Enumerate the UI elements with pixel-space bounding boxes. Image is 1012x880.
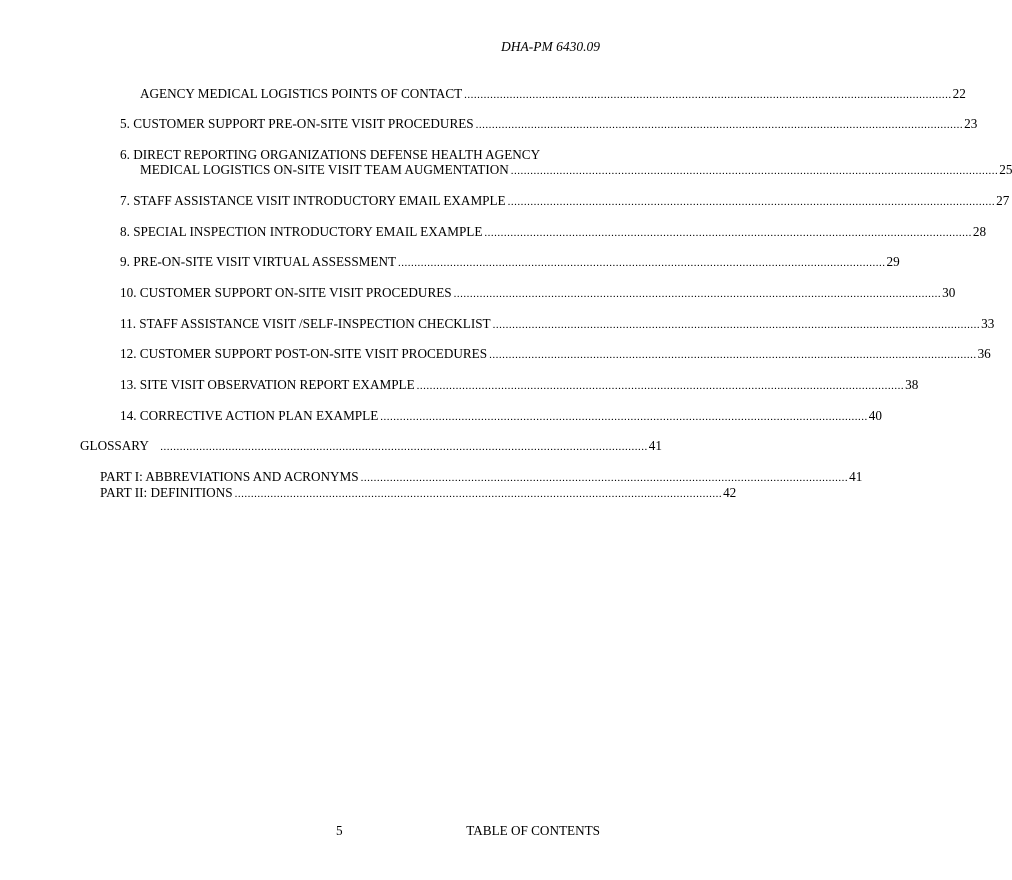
dot-leader: ...................................................................................................................................................... [360, 472, 849, 484]
footer-section-title: TABLE OF CONTENTS [466, 823, 600, 838]
toc-entry-line2 [140, 162, 1012, 179]
toc-entry-title: AGENCY MEDICAL LOGISTICS POINTS OF CONTACT [140, 86, 463, 101]
dot-leader: ...................................................................................................................................................... [464, 89, 952, 101]
toc-page-number: 38 [905, 377, 919, 392]
toc-entry-appendix-5[interactable] [120, 116, 978, 133]
toc-entry-title-line1: 6. DIRECT REPORTING ORGANIZATIONS DEFENSE HEALTH AGENCY [120, 147, 541, 162]
toc-entry-title: 11. STAFF ASSISTANCE VISIT /SELF-INSPECTION CHECKLIST [120, 316, 491, 331]
toc-entry-title: 12. CUSTOMER SUPPORT POST-ON-SITE VISIT PROCEDURES [120, 346, 488, 361]
toc-page-number: 22 [952, 86, 966, 101]
dot-leader: ...................................................................................................................................................... [484, 227, 972, 239]
toc-page-number: 29 [886, 254, 900, 269]
dot-leader: ...................................................................................................................................................... [398, 257, 886, 269]
toc-entry-title: 7. STAFF ASSISTANCE VISIT INTRODUCTORY EMAIL EXAMPLE [120, 193, 506, 208]
toc-entry-appendix-12[interactable] [120, 346, 991, 363]
dot-leader: ...................................................................................................................................................... [507, 196, 996, 208]
toc-entry-appendix-13[interactable] [120, 377, 919, 394]
dot-leader: ...................................................................................................................................................... [475, 119, 964, 131]
toc-entry-title: 8. SPECIAL INSPECTION INTRODUCTORY EMAIL EXAMPLE [120, 224, 483, 239]
toc-page-number: 42 [723, 485, 737, 500]
dot-leader: ...................................................................................................................................................... [160, 441, 648, 453]
toc-entry-glossary-part-1[interactable] [100, 469, 863, 486]
dot-leader: ...................................................................................................................................................... [489, 349, 977, 361]
toc-page-number: 36 [977, 346, 991, 361]
toc-entry-appendix-14[interactable] [120, 408, 882, 425]
toc-entry-glossary-part-2[interactable] [100, 485, 737, 502]
toc-entry-appendix-7[interactable] [120, 193, 1010, 210]
toc-page-number: 41 [648, 438, 662, 453]
toc-page-number: 28 [972, 224, 987, 239]
toc-entry-appendix-8[interactable] [120, 224, 987, 241]
toc-entry-title: GLOSSARY [80, 438, 159, 453]
toc-entry-title: PART II: DEFINITIONS [100, 485, 233, 500]
toc-page-number: 40 [868, 408, 882, 423]
toc-entry-title: 14. CORRECTIVE ACTION PLAN EXAMPLE [120, 408, 379, 423]
dot-leader: ...................................................................................................................................................... [380, 411, 868, 423]
toc-page-number: 27 [996, 193, 1010, 208]
document-id-header: DHA-PM 6430.09 [501, 39, 600, 54]
toc-entry-appendix-9[interactable] [120, 254, 900, 271]
dot-leader: ...................................................................................................................................................... [492, 319, 981, 331]
toc-page-number: 23 [964, 116, 978, 131]
toc-page-number: 25 [999, 162, 1012, 177]
toc-entry-glossary[interactable] [80, 438, 662, 455]
toc-page-number: 30 [942, 285, 956, 300]
toc-entry-title: 10. CUSTOMER SUPPORT ON-SITE VISIT PROCEDURES [120, 285, 452, 300]
toc-entry-title: 9. PRE-ON-SITE VISIT VIRTUAL ASSESSMENT [120, 254, 397, 269]
toc-entry-appendix-4-continued[interactable] [140, 86, 966, 103]
toc-entry-title: 5. CUSTOMER SUPPORT PRE-ON-SITE VISIT PROCEDURES [120, 116, 474, 131]
toc-entry-title: MEDICAL LOGISTICS ON-SITE VISIT TEAM AUGMENTATION [140, 162, 509, 177]
dot-leader: ...................................................................................................................................................... [453, 288, 942, 300]
footer-page-number: 5 [336, 823, 343, 838]
dot-leader: ...................................................................................................................................................... [234, 488, 723, 500]
toc-page-number: 33 [981, 316, 995, 331]
toc-page-number: 41 [849, 469, 863, 484]
dot-leader: ...................................................................................................................................................... [510, 165, 999, 177]
toc-entry-appendix-11[interactable] [120, 316, 995, 333]
toc-entry-title: PART I: ABBREVIATIONS AND ACRONYMS [100, 469, 359, 484]
toc-entry-appendix-10[interactable] [120, 285, 956, 302]
toc-entry-title: 13. SITE VISIT OBSERVATION REPORT EXAMPLE [120, 377, 415, 392]
dot-leader: ...................................................................................................................................................... [416, 380, 905, 392]
